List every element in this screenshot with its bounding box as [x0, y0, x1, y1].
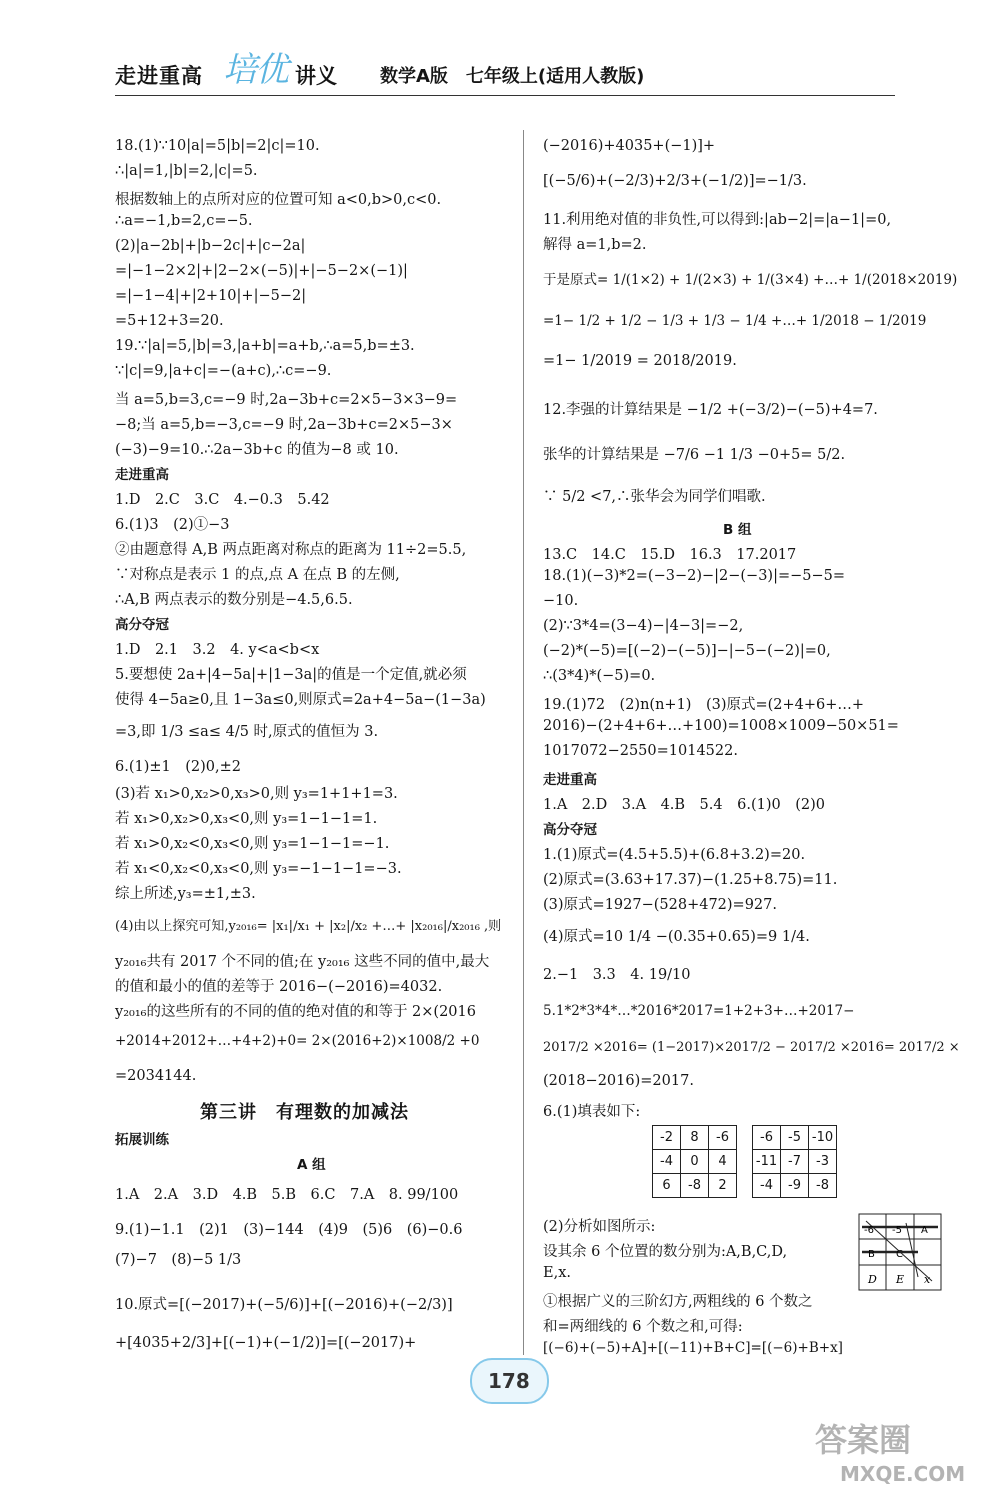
text-line: [(−5/6)+(−2/3)+2/3+(−1/2)]=−1/3. [543, 173, 807, 189]
text-line: E,x. [543, 1265, 571, 1281]
magic-square-2 [752, 1125, 837, 1198]
square-cell: -3 [809, 1150, 837, 1174]
text-line: 6.(1)±1 (2)0,±2 [115, 759, 241, 775]
text-line: (−2016)+4035+(−1)]+ [543, 138, 716, 154]
text-line: 当 a=5,b=3,c=−9 时,2a−3b+c=2×5−3×3−9= [115, 392, 458, 408]
text-line: =5+12+3=20. [115, 313, 224, 329]
section-title: 第三讲 有理数的加减法 [200, 1102, 409, 1123]
text-line: 1.A 2.A 3.D 4.B 5.B 6.C 7.A 8. 99/100 [115, 1187, 459, 1203]
text-line: 和=两细线的 6 个数之和,可得: [543, 1319, 743, 1335]
text-line: (−3)−9=10.∴2a−3b+c 的值为−8 或 10. [115, 442, 399, 458]
diagram-label: x [924, 1273, 931, 1286]
diagram-label: E [896, 1273, 905, 1286]
square-cell: -7 [781, 1150, 809, 1174]
text-line: 使得 4−5a≥0,且 1−3a≤0,则原式=2a+4−5a−(1−3a) [115, 692, 486, 708]
text-line: 张华的计算结果是 −7/6 −1 1/3 −0+5= 5/2. [543, 447, 846, 463]
text-line: 5.1*2*3*4*…*2016*2017=1+2+3+…+2017− [543, 1003, 855, 1019]
diagram-label: B [868, 1249, 875, 1260]
diagram-label: -6 [864, 1225, 874, 1236]
text-line: (−2)*(−5)=[(−2)−(−5)]−|−5−(−2)|=0, [543, 643, 831, 659]
text-line: +[4035+2/3]+[(−1)+(−1/2)]=[(−2017)+ [115, 1335, 417, 1351]
text-line: ∴A,B 两点表示的数分别是−4.5,6.5. [115, 592, 353, 608]
text-line: 解得 a=1,b=2. [543, 237, 647, 253]
square-cell: -6 [709, 1126, 737, 1150]
text-line: =|−1−2×2|+|2−2×(−5)|+|−5−2×(−1)| [115, 263, 408, 279]
text-line: y₂₀₁₆共有 2017 个不同的值;在 y₂₀₁₆ 这些不同的值中,最大 [115, 954, 490, 970]
section-heading: 拓展训练 [115, 1132, 169, 1148]
section-heading: 高分夺冠 [543, 822, 597, 838]
square-cell: 8 [681, 1126, 709, 1150]
watermark-url: MXQE.COM [840, 1462, 966, 1486]
text-line: 18.(1)(−3)*2=(−3−2)−|2−(−3)|=−5−5= [543, 568, 846, 584]
subject-label: 数学A版 七年级上(适用人教版) [380, 66, 645, 87]
text-line: =2034144. [115, 1068, 197, 1084]
text-line: 10.原式=[(−2017)+(−5/6)]+[(−2016)+(−2/3)] [115, 1297, 453, 1313]
square-cell: 6 [653, 1174, 681, 1198]
text-line: 13.C 14.C 15.D 16.3 17.2017 [543, 547, 797, 563]
text-line: ∵对称点是表示 1 的点,点 A 在点 B 的左侧, [115, 567, 400, 583]
text-line: =|−1−4|+|2+10|+|−5−2| [115, 288, 307, 304]
text-line: 2017/2 ×2016= (1−2017)×2017/2 − 2017/2 ×2016= 2017/2 × [543, 1040, 960, 1055]
text-line: (3)原式=1927−(528+472)=927. [543, 897, 777, 913]
square-cell: -10 [809, 1126, 837, 1150]
text-line: [(−6)+(−5)+A]+[(−11)+B+C]=[(−6)+B+x] [543, 1340, 843, 1356]
section-heading: 走进重高 [115, 467, 169, 483]
text-line: ∴a=−1,b=2,c=−5. [115, 213, 253, 229]
text-line: 1.(1)原式=(4.5+5.5)+(6.8+3.2)=20. [543, 847, 806, 863]
text-line: −8;当 a=5,b=−3,c=−9 时,2a−3b+c=2×5−3× [115, 417, 453, 433]
text-line: =1− 1/2019 = 2018/2019. [543, 353, 737, 369]
square-cell: 4 [709, 1150, 737, 1174]
page-header [115, 50, 895, 90]
watermark-logo: 答案圈 [815, 1421, 912, 1459]
square-cell: -4 [753, 1174, 781, 1198]
lecture-label: 讲义 [295, 64, 337, 88]
text-line: −10. [543, 593, 579, 609]
column-divider [523, 130, 524, 1355]
page-number: 178 [488, 1369, 530, 1393]
brand-title: 走进重高 [115, 64, 203, 88]
text-line: 6.(1)填表如下: [543, 1104, 641, 1120]
text-line: 11.利用绝对值的非负性,可以得到:|ab−2|=|a−1|=0, [543, 212, 892, 228]
text-line: 18.(1)∵10|a|=5|b|=2|c|=10. [115, 138, 320, 154]
text-line: 6.(1)3 (2)①−3 [115, 517, 230, 533]
logo: 培优 [223, 50, 287, 90]
text-line: 的值和最小的值的差等于 2016−(−2016)=4032. [115, 979, 443, 995]
square-cell: -8 [681, 1174, 709, 1198]
text-line: 1017072−2550=1014522. [543, 743, 738, 759]
text-line: 2016)−(2+4+6+…+100)=1008×1009−50×51= [543, 718, 899, 734]
group-heading: B 组 [723, 522, 752, 538]
text-line: (2)|a−2b|+|b−2c|+|c−2a| [115, 238, 306, 254]
text-line: (4)由以上探究可知,y₂₀₁₆= |x₁|/x₁ + |x₂|/x₂ +…+ |x₂₀₁₆|/x₂₀₁₆ ,则 [115, 919, 502, 934]
text-line: ∵|c|=9,|a+c|=−(a+c),∴c=−9. [115, 363, 332, 379]
text-line: (3)若 x₁>0,x₂>0,x₃>0,则 y₃=1+1+1=3. [115, 786, 398, 802]
square-cell: -4 [653, 1150, 681, 1174]
square-cell: -9 [781, 1174, 809, 1198]
square-cell: -11 [753, 1150, 781, 1174]
text-line: ∴(3*4)*(−5)=0. [543, 668, 656, 684]
text-line: 于是原式= 1/(1×2) + 1/(2×3) + 1/(3×4) +…+ 1/(2018×2019) [543, 272, 958, 288]
group-heading: A 组 [297, 1157, 326, 1173]
text-line: 9.(1)−1.1 (2)1 (3)−144 (4)9 (5)6 (6)−0.6 [115, 1222, 463, 1238]
square-cell: -6 [753, 1126, 781, 1150]
square-cell: -5 [781, 1126, 809, 1150]
text-line: =1− 1/2 + 1/2 − 1/3 + 1/3 − 1/4 +…+ 1/2018 − 1/2019 [543, 313, 927, 329]
text-line: ∴|a|=1,|b|=2,|c|=5. [115, 163, 258, 179]
text-line: 1.D 2.C 3.C 4.−0.3 5.42 [115, 492, 330, 508]
text-line: 19.(1)72 (2)n(n+1) (3)原式=(2+4+6+…+ [543, 697, 865, 713]
header-rule [115, 95, 895, 96]
text-line: 1.A 2.D 3.A 4.B 5.4 6.(1)0 (2)0 [543, 797, 825, 813]
text-line: ①根据广义的三阶幻方,两粗线的 6 个数之 [543, 1294, 813, 1310]
text-line: 2.−1 3.3 4. 19/10 [543, 967, 691, 983]
diagram-label: -5 [892, 1225, 902, 1236]
text-line: 若 x₁>0,x₂<0,x₃<0,则 y₃=1−1−1=−1. [115, 836, 390, 852]
section-heading: 走进重高 [543, 772, 597, 788]
text-line: ∵ 5/2 <7,∴张华会为同学们唱歌. [543, 489, 766, 505]
text-line: y₂₀₁₆的这些所有的不同的值的绝对值的和等于 2×(2016 [115, 1004, 476, 1020]
text-line: 若 x₁>0,x₂>0,x₃<0,则 y₃=1−1−1=1. [115, 811, 378, 827]
text-line: 12.李强的计算结果是 −1/2 +(−3/2)−(−5)+4=7. [543, 402, 878, 418]
text-line: (2)∵3*4=(3−4)−|4−3|=−2, [543, 618, 744, 634]
magic-square-1 [652, 1125, 737, 1198]
text-line: (7)−7 (8)−5 1/3 [115, 1252, 242, 1268]
square-cell: -2 [653, 1126, 681, 1150]
text-line: 根据数轴上的点所对应的位置可知 a<0,b>0,c<0. [115, 192, 442, 208]
text-line: 综上所述,y₃=±1,±3. [115, 886, 256, 902]
text-line: ②由题意得 A,B 两点距离对称点的距离为 11÷2=5.5, [115, 542, 467, 558]
text-line: +2014+2012+…+4+2)+0= 2×(2016+2)×1008/2 +0 [115, 1033, 480, 1049]
diagram-label: A [921, 1225, 928, 1236]
text-line: (2018−2016)=2017. [543, 1073, 694, 1089]
text-line: 19.∵|a|=5,|b|=3,|a+b|=a+b,∴a=5,b=±3. [115, 338, 415, 354]
section-heading: 高分夺冠 [115, 617, 169, 633]
text-line: (2)分析如图所示: [543, 1219, 656, 1235]
text-line: (2)原式=(3.63+17.37)−(1.25+8.75)=11. [543, 872, 838, 888]
square-cell: -8 [809, 1174, 837, 1198]
square-cell: 0 [681, 1150, 709, 1174]
diagram-label: C [896, 1249, 903, 1260]
text-line: 设其余 6 个位置的数分别为:A,B,C,D, [543, 1244, 788, 1260]
text-line: 若 x₁<0,x₂<0,x₃<0,则 y₃=−1−1−1=−3. [115, 861, 402, 877]
diagram-label: D [868, 1273, 877, 1286]
text-line: 5.要想使 2a+|4−5a|+|1−3a|的值是一个定值,就必须 [115, 667, 467, 683]
text-line: 1.D 2.1 3.2 4. y<a<b<x [115, 642, 320, 658]
text-line: (4)原式=10 1/4 −(0.35+0.65)=9 1/4. [543, 929, 810, 945]
text-line: =3,即 1/3 ≤a≤ 4/5 时,原式的值恒为 3. [115, 724, 379, 740]
analysis-diagram [858, 1213, 942, 1291]
square-cell: 2 [709, 1174, 737, 1198]
